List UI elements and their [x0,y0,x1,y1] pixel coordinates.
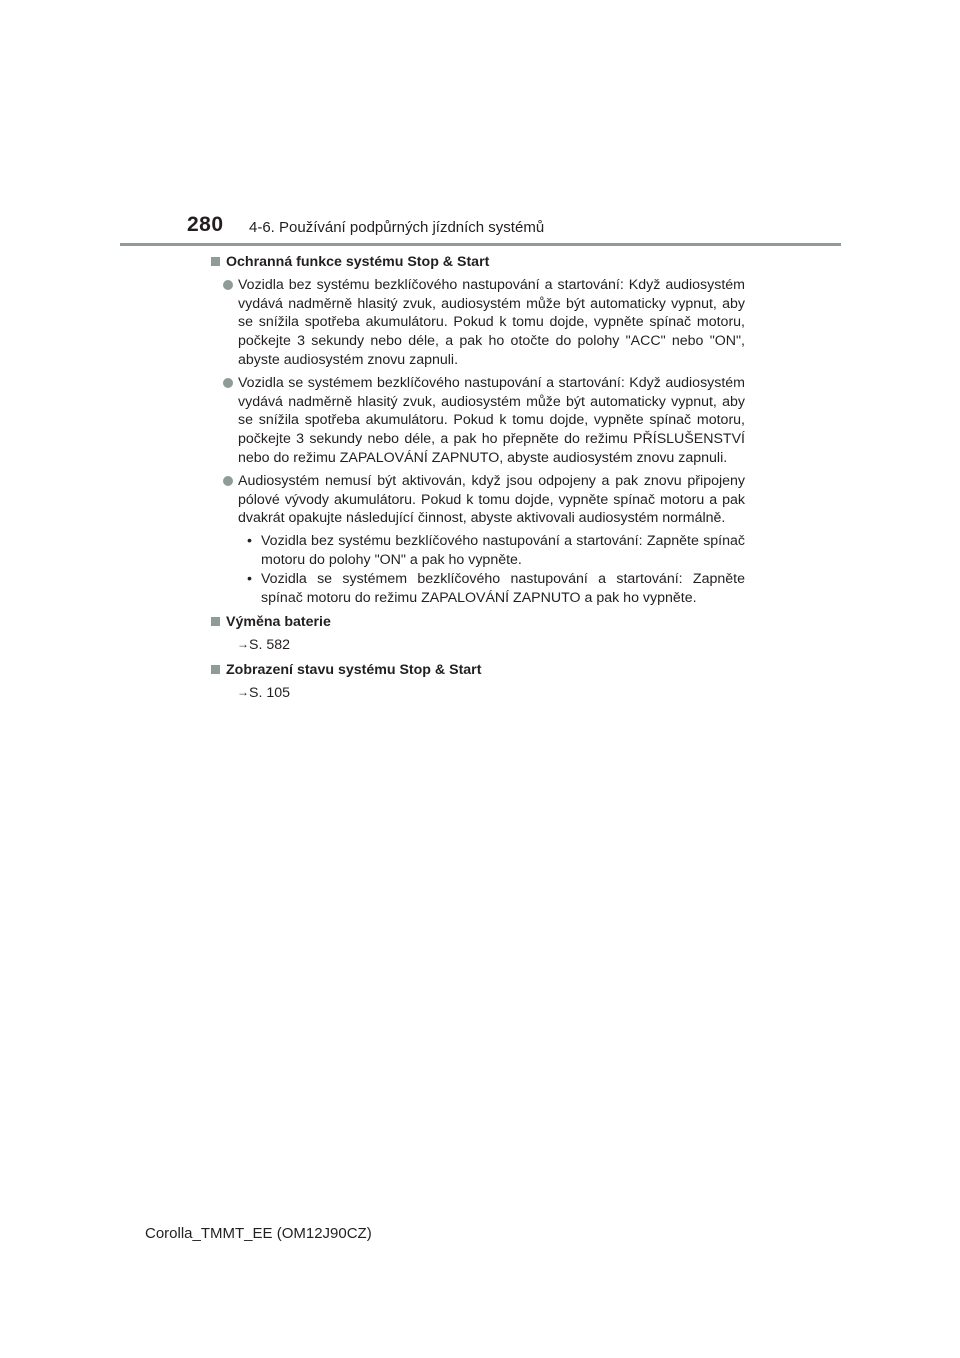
list-item-text: Audiosystém nemusí být aktivován, když jsou odpojeny a pak znovu připojeny pólové vývody akumulátoru. Pokud k tomu dojde, vypněte spínač motoru a pak dvakrát opakujte následující činnost, abyste aktivovali audiosystém normálně. [238,472,745,527]
footer-document-code: Corolla_TMMT_EE (OM12J90CZ) [145,1225,372,1242]
page-reference[interactable] [209,636,745,655]
dot-bullet-icon: • [247,570,252,587]
circle-bullet-icon [223,280,233,290]
list-item [209,472,745,528]
square-bullet-icon [211,665,220,674]
sub-list [209,532,745,607]
list-item [209,374,745,468]
sub-list-item [209,570,745,608]
page-reference-text[interactable]: S. 105 [249,684,291,701]
sub-list-item-text: Vozidla bez systému bezklíčového nastupování a startování: Zapněte spínač motoru do polohy "ON" a pak ho vypněte. [261,533,745,568]
page-reference[interactable] [209,684,745,703]
section-heading-text: Zobrazení stavu systému Stop & Start [226,661,482,678]
section-title: 4-6. Používání podpůrných jízdních systémů [249,219,545,236]
section-heading [209,661,745,680]
dot-bullet-icon: • [247,533,252,550]
section-heading [209,613,745,632]
circle-bullet-icon [223,378,233,388]
list-item-text: Vozidla se systémem bezklíčového nastupování a startování: Když audiosystém vydává nadměrně hlasitý zvuk, audiosystém může být automaticky vypnut, aby se snížila spotřeba akumulátoru. Pokud k tomu dojde, vypněte spínač motoru, počkejte 3 sekundy nebo déle, a pak ho přepněte do režimu PŘÍSLUŠENSTVÍ nebo do režimu ZAPALOVÁNÍ ZAPNUTO, abyste audiosystém znovu zapnuli. [238,374,745,466]
page-reference-text[interactable]: S. 582 [249,637,291,654]
section-heading-text: Výměna baterie [226,614,331,631]
page-content [209,253,745,703]
section-heading-text: Ochranná funkce systému Stop & Start [226,254,490,270]
header-rule [120,243,841,246]
square-bullet-icon [211,617,220,626]
section-heading [209,253,745,272]
sub-list-item-text: Vozidla se systémem bezklíčového nastupování a startování: Zapněte spínač motoru do režimu ZAPALOVÁNÍ ZAPNUTO a pak ho vypněte. [261,570,745,606]
list-item-text: Vozidla bez systému bezklíčového nastupování a startování: Když audiosystém vydává nadměrně hlasitý zvuk, audiosystém může být automaticky vypnut, aby se snížila spotřeba akumulátoru. Pokud k tomu dojde, vypněte spínač motoru, počkejte 3 sekundy nebo déle, a pak ho otočte do polohy "ACC" nebo "ON", abyste audiosystém znovu zapnuli. [238,276,745,368]
sub-list-item [209,532,745,570]
circle-bullet-icon [223,476,233,486]
square-bullet-icon [211,257,220,266]
arrow-right-icon: → [237,684,249,699]
arrow-right-icon: → [237,637,249,652]
list-item [209,276,745,370]
page-number: 280 [187,213,224,236]
